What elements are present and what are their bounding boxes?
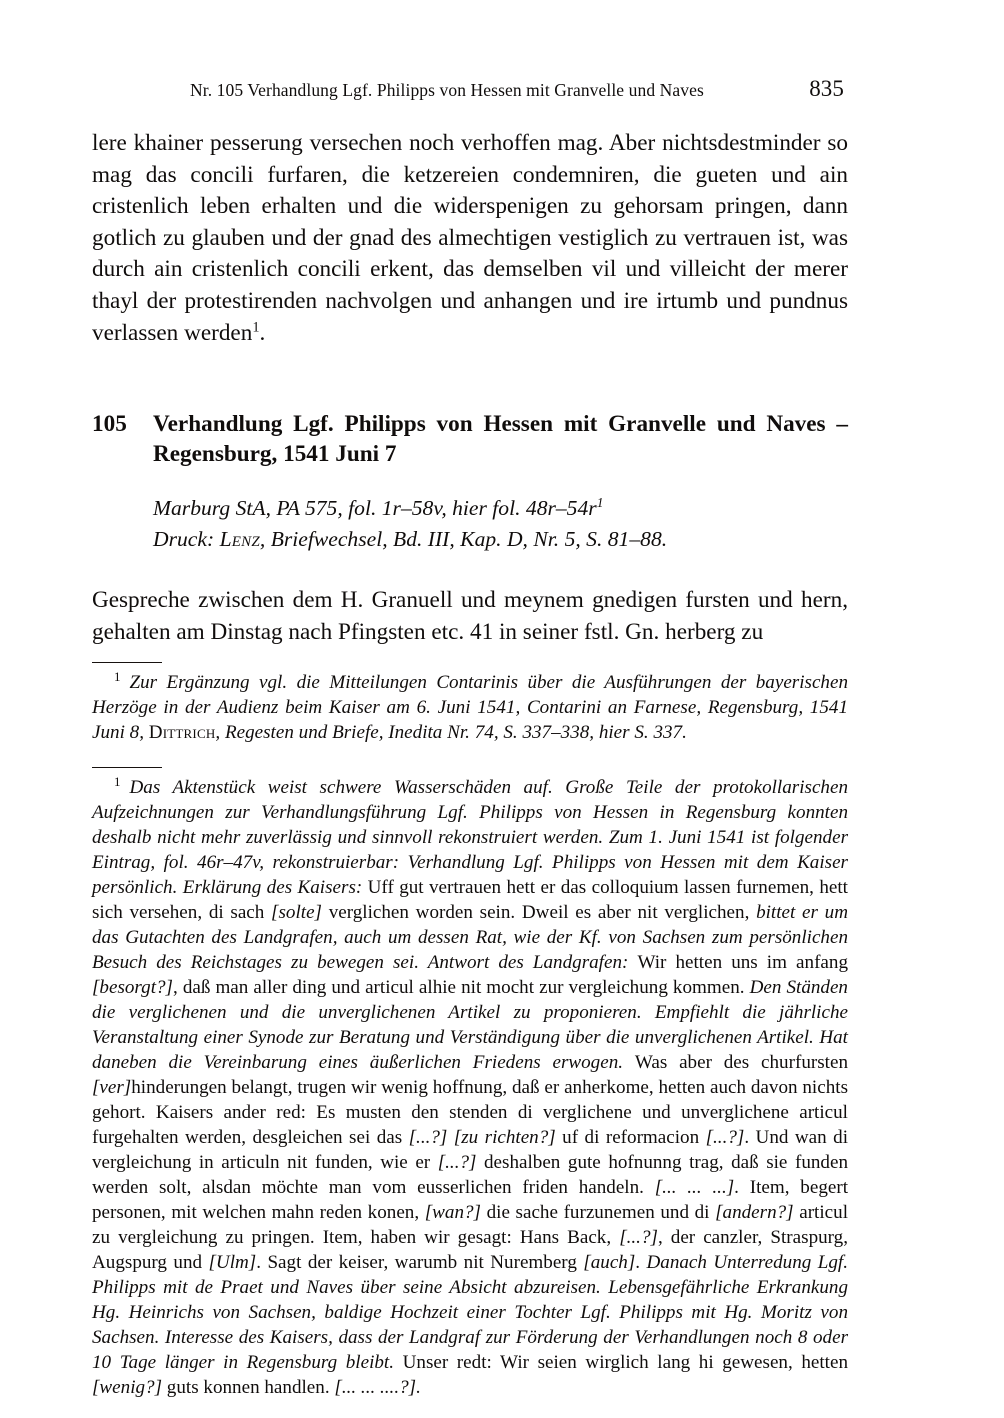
footnote-run: verglichen worden sein. Dweil es aber nit verglichen,: [321, 902, 757, 924]
page-number: 835: [809, 76, 844, 101]
footnote-run: , Regesten und Briefe, Inedita Nr. 74, S. 337–338, hier S. 337.: [215, 722, 687, 744]
footnote-run: . Item, begert personen, mit welchen mahn reden konen,: [92, 1177, 848, 1224]
source-block: [153, 493, 848, 555]
footnote-marker: 1: [114, 773, 121, 789]
print-label: Druck:: [153, 527, 215, 552]
footnote-separator-rule: [92, 662, 162, 663]
footnote-block-1: [92, 662, 848, 745]
footnote-run: Zur Ergänzung vgl. die Mitteilungen Contarinis über die Ausführungen der bayerischen Herzöge in der Audienz beim Kaiser am 6. Juni 1541, Contarini an Farnese, Regensburg, 1541 Juni 8,: [92, 672, 848, 744]
source-archive-line: [153, 493, 848, 524]
footnote-run: deshalben gute hofnunng trag, daß sie funden werden solt, alsdan möchte man vom eusserlichen friden handeln.: [92, 1152, 848, 1199]
footnote-run: [...?]: [437, 1152, 477, 1174]
footnote-run: [...?]: [705, 1127, 745, 1149]
footnote-run: [... ... ....?].: [334, 1377, 421, 1399]
footnote-reference-1[interactable]: 1: [252, 318, 260, 335]
footnote-run: Danach Unterredung Lgf. Philipps mit de Praet und Naves über seine Absicht abzureisen. Lebensgefährliche Erkrankung Hg. Heinrichs von Sachsen, baldige Hochzeit einer Tochter Lgf. Philipps mit Hg. Moritz von Sachsen. Interesse des Kaisers, dass der Landgraf zur Förderung der Verhandlungen noch 8 oder 10 Tage länger in Regensburg bleibt.: [92, 1252, 848, 1374]
running-head-title: Nr. 105 Verhandlung Lgf. Philipps von Hessen mit Granvelle und Naves: [190, 80, 704, 100]
footnote-run: [...?]: [619, 1227, 658, 1249]
footnote-reference-2[interactable]: 1: [596, 494, 604, 510]
footnote-run: [... ... ...]: [654, 1177, 735, 1199]
footnote-run: Den Ständen die verglichenen und die unverglichenen Artikel zu proponieren. Empfiehlt die jährliche Veranstaltung einer Synode zur Beratung und Verständigung über die unverglichenen Artikel. Hat daneben die Vereinbarung eines äußerlichen Friedens erwogen.: [92, 977, 848, 1074]
footnote-run: guts konnen handlen.: [162, 1377, 335, 1399]
footnote-separator-rule: [92, 767, 162, 768]
footnote-run: [ver]: [92, 1077, 132, 1099]
section-number: 105: [92, 411, 127, 438]
footnote-run: Uff gut vertrauen hett er das colloquium lassen furnemen, hett sich versehen, di sach: [92, 877, 848, 924]
footnote-run: , daß man aller ding und articul alhie nit mocht zur vergleichung kommen.: [172, 977, 750, 999]
footnote-run: [andern?]: [715, 1202, 794, 1224]
footnote-1-text: [92, 670, 848, 745]
page-content: [92, 76, 848, 1400]
footnote-marker: 1: [114, 668, 121, 684]
footnote-block-2: [92, 767, 848, 1400]
footnote-run: Wir hetten uns im anfang: [637, 952, 849, 974]
footnote-run: die sache furzunemen und di: [480, 1202, 716, 1224]
footnote-run: . Sagt der keiser, warumb nit Nuremberg: [256, 1252, 584, 1274]
footnote-run: articul zu vergleichung zu pringen. Item, haben wir gesagt: Hans Back,: [92, 1202, 848, 1249]
footnote-run: [...?] [zu richten?]: [408, 1127, 556, 1149]
footnote-run: uf di reformacion: [555, 1127, 706, 1149]
footnote-run: [Ulm]: [208, 1252, 257, 1274]
source-print-line: [153, 524, 848, 555]
footnote-run: [wan?]: [424, 1202, 481, 1224]
footnote-run: , der canzler, Straspurg, Augspurg und: [92, 1227, 848, 1274]
continued-paragraph: [92, 128, 848, 349]
footnote-run: . Und wan di vergleichung in articuln nit funden, wie er: [92, 1127, 849, 1174]
footnote-run: [wenig?]: [92, 1377, 163, 1399]
footnote-run: Was aber des churfursten: [634, 1052, 848, 1074]
continued-paragraph-tail: .: [259, 319, 266, 346]
running-head: [92, 76, 848, 102]
continued-paragraph-text: lere khainer pesserung versechen noch verhoffen mag. Aber nichtsdestminder so mag das concili furfaren, die ketzereien condemniren, die gueten und ain cristenlich leben erhalten und die widerspenigen zu gehorsam pringen, dann gotlich zu glauben und der gnad des almechtigen vestiglich zu vertrauen ist, was durch ain cristenlich concili erkent, das demselben vil und villeicht der merer thayl der protestirenden nachvolgen und anhangen und ire irtumb und pundnus verlassen werden: [92, 130, 848, 346]
footnote-run: Unser redt: Wir seien wirglich lang hi gewesen, hetten: [402, 1352, 848, 1374]
print-reference: , Briefwechsel, Bd. III, Kap. D, Nr. 5, S. 81–88.: [259, 527, 668, 552]
section-heading: [92, 409, 848, 469]
footnote-run: [auch]: [583, 1252, 636, 1274]
footnote-run: [solte]: [271, 902, 322, 924]
footnote-2-text: [92, 775, 848, 1400]
section-title: Verhandlung Lgf. Philipps von Hessen mit Granvelle und Naves – Regensburg, 1541 Juni 7: [153, 411, 848, 468]
footnote-run: hinderungen belangt, trugen wir wenig hoffnung, daß er anherkome, hetten auch davon nichts gehort. Kaisers ander red: Es musten den stenden di verglichene und unverglichene articul furgehalten werden, desgleichen sei das: [92, 1077, 848, 1149]
print-author: Lenz: [219, 527, 260, 552]
footnote-run: .: [635, 1252, 647, 1274]
footnote-run: Dittrich: [148, 722, 216, 744]
document-incipit-paragraph: Gespreche zwischen dem H. Granuell und meynem gnedigen fursten und hern, gehalten am Dinstag nach Pfingsten etc. 41 in seiner fstl. Gn. herberg zu: [92, 587, 848, 645]
source-archive-text: Marburg StA, PA 575, fol. 1r–58v, hier fol. 48r–54r: [153, 496, 597, 521]
footnote-run: bittet er um das Gutachten des Landgrafen, auch um dessen Rat, wie der Kf. von Sachsen zum persönlichen Besuch des Reichstages zu bewegen sei. Antwort des Landgrafen:: [92, 902, 848, 974]
footnote-run: [besorgt?]: [92, 977, 173, 999]
footnote-run: Das Aktenstück weist schwere Wasserschäden auf. Große Teile der protokollarischen Aufzeichnungen zur Verhandlungsführung Lgf. Philipps von Hessen in Regensburg konnten deshalb nicht mehr zuverlässig und sinnvoll rekonstruiert werden. Zum 1. Juni 1541 ist folgender Eintrag, fol. 46r–47v, rekonstruierbar: Verhandlung Lgf. Philipps von Hessen mit dem Kaiser persönlich. Erklärung des Kaisers:: [92, 777, 848, 899]
